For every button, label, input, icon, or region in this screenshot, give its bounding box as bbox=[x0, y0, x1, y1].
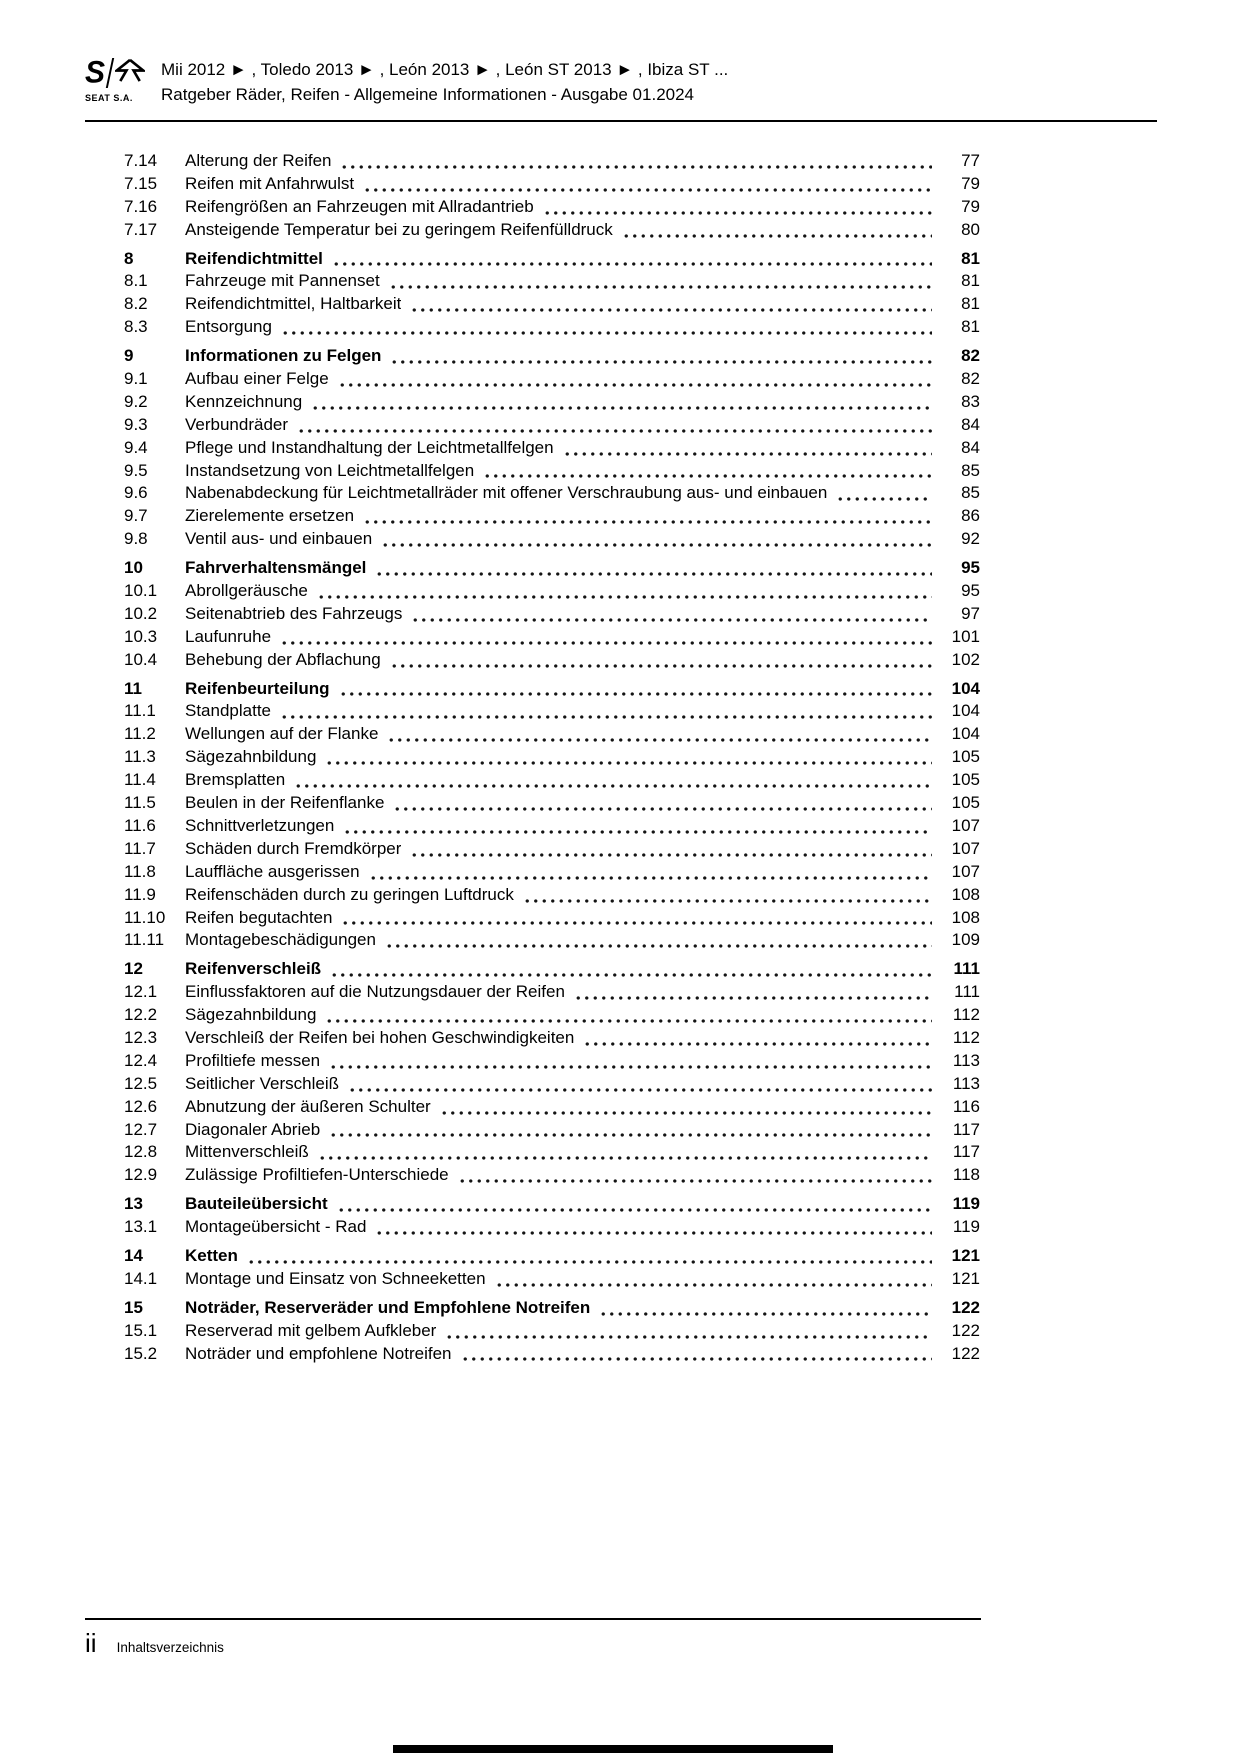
toc-leader-dots bbox=[294, 783, 932, 789]
toc-row[interactable] bbox=[124, 1164, 980, 1187]
toc-entry-title: Sägezahnbildung bbox=[185, 747, 317, 767]
toc-entry-number: 15.2 bbox=[124, 1343, 158, 1363]
toc-entry-number: 11.1 bbox=[124, 701, 156, 721]
toc-entry-number: 7.14 bbox=[124, 151, 158, 170]
toc-entry-number: 11 bbox=[124, 678, 142, 698]
toc-entry-number: 11.8 bbox=[124, 861, 156, 881]
toc-entry-page: 85 bbox=[961, 483, 980, 503]
toc-entry-number: 11.2 bbox=[124, 724, 156, 744]
toc-row[interactable] bbox=[124, 460, 980, 483]
toc-entry-title: Ansteigende Temperatur bei zu geringem Reifenfülldruck bbox=[185, 219, 613, 239]
toc-entry-page: 121 bbox=[951, 1268, 980, 1288]
toc-entry-page: 111 bbox=[953, 959, 980, 979]
toc-entry-title: Wellungen auf der Flanke bbox=[185, 724, 379, 744]
toc-entry-page: 108 bbox=[951, 884, 980, 904]
scan-artifact-bar bbox=[393, 1745, 833, 1753]
toc-row[interactable] bbox=[124, 1050, 980, 1073]
toc-entry-title: Bauteileübersicht bbox=[185, 1194, 328, 1214]
toc-entry-page: 118 bbox=[952, 1165, 980, 1185]
toc-entry-page: 122 bbox=[951, 1297, 980, 1317]
toc-row[interactable] bbox=[124, 907, 980, 930]
toc-row[interactable] bbox=[124, 345, 980, 368]
toc-leader-dots bbox=[622, 233, 932, 239]
toc-row[interactable] bbox=[124, 482, 980, 505]
toc-entry-number: 9.4 bbox=[124, 437, 148, 457]
toc-leader-dots bbox=[390, 663, 932, 669]
toc-entry-page: 104 bbox=[951, 724, 980, 744]
footer-rule bbox=[85, 1618, 981, 1620]
toc-row[interactable] bbox=[124, 391, 980, 414]
toc-entry-number: 10.2 bbox=[124, 603, 158, 623]
toc-leader-dots bbox=[325, 760, 932, 766]
toc-entry-page: 116 bbox=[952, 1096, 980, 1116]
toc-entry-number: 9.8 bbox=[124, 529, 148, 549]
toc-entry-number: 9 bbox=[124, 346, 134, 366]
toc-entry-number: 12.7 bbox=[124, 1119, 158, 1139]
toc-entry-number: 12.1 bbox=[124, 982, 158, 1002]
toc-row[interactable] bbox=[124, 1004, 980, 1027]
toc-entry-title: Instandsetzung von Leichtmetallfelgen bbox=[185, 460, 475, 480]
toc-entry-page: 107 bbox=[951, 861, 980, 881]
toc-leader-dots bbox=[495, 1282, 932, 1288]
toc-leader-dots bbox=[280, 714, 932, 720]
toc-entry-title: Mittenverschleiß bbox=[185, 1142, 309, 1162]
toc-entry-number: 11.9 bbox=[124, 884, 156, 904]
toc-list bbox=[124, 150, 980, 1365]
toc-entry-page: 82 bbox=[961, 369, 980, 389]
toc-leader-dots bbox=[363, 519, 932, 525]
toc-leader-dots bbox=[523, 898, 932, 904]
toc-entry-number: 15.1 bbox=[124, 1320, 158, 1340]
toc-row[interactable] bbox=[124, 196, 980, 219]
toc-leader-dots bbox=[574, 995, 932, 1001]
toc-entry-title: Montage und Einsatz von Schneeketten bbox=[185, 1268, 486, 1288]
toc-entry-title: Montageübersicht - Rad bbox=[185, 1217, 367, 1237]
toc-leader-dots bbox=[483, 473, 932, 479]
toc-entry-title: Reifendichtmittel bbox=[185, 248, 323, 268]
toc-leader-dots bbox=[543, 210, 932, 216]
toc-entry-title: Reifenverschleiß bbox=[185, 959, 322, 979]
toc-leader-dots bbox=[311, 405, 932, 411]
toc-entry-number: 12.2 bbox=[124, 1005, 158, 1025]
toc-leader-dots bbox=[445, 1334, 932, 1340]
toc-entry-page: 79 bbox=[961, 173, 980, 193]
toc-entry-title: Schnittverletzungen bbox=[185, 815, 335, 835]
toc-leader-dots bbox=[329, 1132, 932, 1138]
toc-leader-dots bbox=[410, 852, 932, 858]
toc-entry-title: Verbundräder bbox=[185, 414, 289, 434]
toc-entry-title: Seitenabtrieb des Fahrzeugs bbox=[185, 603, 403, 623]
toc-entry-page: 122 bbox=[951, 1343, 980, 1363]
toc-entry-title: Reifengrößen an Fahrzeugen mit Allradantrieb bbox=[185, 196, 534, 216]
toc-row[interactable] bbox=[124, 769, 980, 792]
toc-entry-page: 102 bbox=[951, 649, 980, 669]
toc-entry-number: 9.5 bbox=[124, 460, 148, 480]
toc-row[interactable] bbox=[124, 929, 980, 952]
toc-row[interactable] bbox=[124, 316, 980, 339]
toc-row[interactable] bbox=[124, 528, 980, 551]
toc-leader-dots bbox=[281, 330, 932, 336]
toc-entry-page: 107 bbox=[951, 815, 980, 835]
toc-entry-page: 119 bbox=[952, 1194, 980, 1214]
toc-entry-number: 14 bbox=[124, 1245, 143, 1265]
toc-entry-number: 11.10 bbox=[124, 907, 166, 927]
toc-leader-dots bbox=[389, 284, 932, 290]
toc-entry-page: 122 bbox=[951, 1320, 980, 1340]
toc-entry-title: Standplatte bbox=[185, 701, 272, 721]
toc-entry-page: 105 bbox=[951, 793, 980, 813]
toc-leader-dots bbox=[390, 359, 932, 365]
toc-entry-number: 13.1 bbox=[124, 1217, 158, 1237]
toc-leader-dots bbox=[599, 1311, 932, 1317]
toc-row[interactable] bbox=[124, 626, 980, 649]
toc-entry-number: 12.6 bbox=[124, 1096, 158, 1116]
toc-row[interactable] bbox=[124, 557, 980, 580]
toc-leader-dots bbox=[375, 1230, 932, 1236]
toc-entry-title: Pflege und Instandhaltung der Leichtmetallfelgen bbox=[185, 437, 554, 457]
toc-entry-number: 12.3 bbox=[124, 1027, 158, 1047]
toc-leader-dots bbox=[332, 261, 932, 267]
toc-entry-title: Diagonaler Abrieb bbox=[185, 1119, 321, 1139]
toc-leader-dots bbox=[385, 943, 932, 949]
toc-leader-dots bbox=[440, 1110, 932, 1116]
toc-entry-title: Fahrverhaltensmängel bbox=[185, 558, 367, 578]
toc-row[interactable] bbox=[124, 368, 980, 391]
toc-leader-dots bbox=[381, 542, 932, 548]
toc-row[interactable] bbox=[124, 1245, 980, 1268]
toc-entry-page: 105 bbox=[951, 747, 980, 767]
toc-entry-title: Reifenbeurteilung bbox=[185, 678, 330, 698]
toc-leader-dots bbox=[317, 594, 932, 600]
toc-entry-title: Fahrzeuge mit Pannenset bbox=[185, 271, 380, 291]
models-line: Mii 2012 ► , Toledo 2013 ► , León 2013 ► , León ST 2013 ► , Ibiza ST ... bbox=[161, 60, 729, 79]
toc-entry-number: 7.17 bbox=[124, 219, 158, 239]
toc-row[interactable] bbox=[124, 414, 980, 437]
toc-leader-dots bbox=[458, 1178, 932, 1184]
brand-name: SEAT S.A. bbox=[85, 93, 133, 103]
toc-leader-dots bbox=[583, 1041, 932, 1047]
toc-entry-title: Profiltiefe messen bbox=[185, 1050, 321, 1070]
toc-leader-dots bbox=[461, 1356, 933, 1362]
toc-entry-title: Ventil aus- und einbauen bbox=[185, 529, 373, 549]
toc-entry-number: 12 bbox=[124, 959, 143, 979]
header-rule bbox=[85, 120, 1157, 122]
toc-row[interactable] bbox=[124, 958, 980, 981]
toc-entry-number: 10.1 bbox=[124, 581, 158, 601]
toc-entry-page: 113 bbox=[952, 1050, 980, 1070]
toc-entry-title: Schäden durch Fremdkörper bbox=[185, 838, 402, 858]
toc-entry-page: 109 bbox=[951, 930, 980, 950]
toc-leader-dots bbox=[339, 691, 932, 697]
toc-row[interactable] bbox=[124, 815, 980, 838]
toc-leader-dots bbox=[341, 920, 932, 926]
toc-entry-title: Verschleiß der Reifen bei hohen Geschwindigkeiten bbox=[185, 1027, 575, 1047]
toc-leader-dots bbox=[330, 972, 932, 978]
header-titles bbox=[151, 56, 728, 105]
toc-entry-title: Bremsplatten bbox=[185, 770, 286, 790]
toc-entry-page: 81 bbox=[961, 248, 980, 268]
toc-leader-dots bbox=[280, 640, 932, 646]
toc-entry-page: 112 bbox=[952, 1005, 980, 1025]
toc-entry-page: 83 bbox=[961, 391, 980, 411]
toc-leader-dots bbox=[411, 617, 932, 623]
toc-entry-page: 104 bbox=[951, 678, 980, 698]
toc-row[interactable] bbox=[124, 723, 980, 746]
toc-entry-title: Montagebeschädigungen bbox=[185, 930, 376, 950]
toc-entry-number: 11.6 bbox=[124, 815, 156, 835]
toc-entry-page: 81 bbox=[961, 294, 980, 314]
toc-entry-title: Reserverad mit gelbem Aufkleber bbox=[185, 1320, 437, 1340]
toc-row[interactable] bbox=[124, 1343, 980, 1366]
toc-entry-title: Zulässige Profiltiefen-Unterschiede bbox=[185, 1165, 449, 1185]
toc-leader-dots bbox=[836, 496, 932, 502]
toc-entry-title: Abnutzung der äußeren Schulter bbox=[185, 1096, 431, 1116]
toc-entry-title: Reifendichtmittel, Haltbarkeit bbox=[185, 294, 402, 314]
toc-row[interactable] bbox=[124, 270, 980, 293]
toc-entry-title: Reifen begutachten bbox=[185, 907, 333, 927]
toc-entry-page: 107 bbox=[951, 838, 980, 858]
toc-row[interactable] bbox=[124, 1320, 980, 1343]
toc-entry-page: 81 bbox=[961, 317, 980, 337]
toc-leader-dots bbox=[410, 307, 932, 313]
toc-row[interactable] bbox=[124, 1073, 980, 1096]
toc-leader-dots bbox=[343, 829, 932, 835]
toc-entry-page: 85 bbox=[961, 460, 980, 480]
toc-entry-title: Abrollgeräusche bbox=[185, 581, 308, 601]
toc-entry-page: 119 bbox=[952, 1217, 980, 1237]
toc-entry-number: 10 bbox=[124, 558, 143, 578]
toc-row[interactable] bbox=[124, 603, 980, 626]
toc-entry-page: 121 bbox=[951, 1245, 980, 1265]
toc-entry-number: 13 bbox=[124, 1194, 143, 1214]
toc-entry-number: 11.4 bbox=[124, 770, 156, 790]
toc-entry-number: 9.2 bbox=[124, 391, 148, 411]
toc-entry-title: Noträder, Reserveräder und Empfohlene Notreifen bbox=[185, 1297, 591, 1317]
toc-entry-title: Entsorgung bbox=[185, 317, 272, 337]
page-number: ii bbox=[85, 1628, 97, 1658]
toc-entry-title: Ketten bbox=[185, 1245, 238, 1265]
toc-entry-number: 12.8 bbox=[124, 1142, 158, 1162]
toc-row[interactable] bbox=[124, 293, 980, 316]
toc-entry-title: Reifenschäden durch zu geringen Luftdruck bbox=[185, 884, 514, 904]
toc-row[interactable] bbox=[124, 1027, 980, 1050]
toc-entry-page: 112 bbox=[952, 1027, 980, 1047]
toc-entry-title: Beulen in der Reifenflanke bbox=[185, 793, 385, 813]
toc-entry-number: 9.1 bbox=[124, 369, 148, 389]
toc-row[interactable] bbox=[124, 580, 980, 603]
toc-entry-number: 7.15 bbox=[124, 173, 158, 193]
brand-block bbox=[85, 56, 151, 103]
toc-entry-number: 7.16 bbox=[124, 196, 158, 216]
toc-entry-title: Laufunruhe bbox=[185, 626, 272, 646]
toc-entry-number: 14.1 bbox=[124, 1268, 158, 1288]
toc-entry-number: 8.2 bbox=[124, 294, 148, 314]
toc-entry-title: Nabenabdeckung für Leichtmetallräder mit offener Verschraubung aus- und einbauen bbox=[185, 483, 828, 503]
toc-entry-number: 9.3 bbox=[124, 414, 148, 434]
toc-entry-title: Alterung der Reifen bbox=[185, 151, 332, 170]
page-header bbox=[85, 56, 1157, 105]
toc-entry-number: 11.3 bbox=[124, 747, 156, 767]
logo-divider bbox=[106, 58, 114, 88]
toc-entry-page: 113 bbox=[952, 1073, 980, 1093]
toc-leader-dots bbox=[375, 571, 932, 577]
toc-leader-dots bbox=[387, 737, 932, 743]
toc-row[interactable] bbox=[124, 700, 980, 723]
toc-entry-number: 11.7 bbox=[124, 838, 156, 858]
toc-row[interactable] bbox=[124, 1141, 980, 1164]
toc-row[interactable] bbox=[124, 1216, 980, 1239]
toc-entry-title: Sägezahnbildung bbox=[185, 1005, 317, 1025]
toc-leader-dots bbox=[247, 1259, 932, 1265]
toc-leader-dots bbox=[369, 875, 932, 881]
toc-entry-page: 81 bbox=[961, 271, 980, 291]
toc-entry-page: 104 bbox=[951, 701, 980, 721]
toc-entry-title: Noträder und empfohlene Notreifen bbox=[185, 1343, 452, 1363]
toc-row[interactable] bbox=[124, 1096, 980, 1119]
toc-row[interactable] bbox=[124, 1268, 980, 1291]
toc-entry-number: 15 bbox=[124, 1297, 143, 1317]
toc-entry-page: 84 bbox=[961, 437, 980, 457]
toc-row[interactable] bbox=[124, 838, 980, 861]
seat-logo-icon: S bbox=[85, 55, 106, 90]
toc-entry-number: 9.6 bbox=[124, 483, 148, 503]
toc-row[interactable] bbox=[124, 173, 980, 196]
toc-entry-number: 12.5 bbox=[124, 1073, 158, 1093]
toc-entry-title: Aufbau einer Felge bbox=[185, 369, 329, 389]
toc-entry-page: 77 bbox=[961, 151, 980, 170]
cupra-logo-icon bbox=[115, 58, 145, 88]
toc-row[interactable] bbox=[124, 981, 980, 1004]
toc-entry-title: Seitlicher Verschleiß bbox=[185, 1073, 340, 1093]
toc-leader-dots bbox=[393, 806, 932, 812]
toc-entry-number: 12.4 bbox=[124, 1050, 158, 1070]
toc-entry-page: 80 bbox=[961, 219, 980, 239]
toc-entry-number: 10.4 bbox=[124, 649, 158, 669]
toc-entry-number: 11.11 bbox=[124, 930, 165, 950]
toc-entry-title: Informationen zu Felgen bbox=[185, 346, 382, 366]
toc-row[interactable] bbox=[124, 649, 980, 672]
toc-row[interactable] bbox=[124, 1119, 980, 1142]
toc-entry-title: Zierelemente ersetzen bbox=[185, 506, 355, 526]
document-title-line: Ratgeber Räder, Reifen - Allgemeine Informationen - Ausgabe 01.2024 bbox=[161, 85, 695, 104]
toc-entry-title: Einflussfaktoren auf die Nutzungsdauer der Reifen bbox=[185, 982, 565, 1002]
toc-entry-page: 117 bbox=[952, 1142, 980, 1162]
toc-leader-dots bbox=[340, 164, 932, 170]
toc-entry-page: 101 bbox=[951, 626, 980, 646]
toc-entry-number: 11.5 bbox=[124, 793, 156, 813]
toc-leader-dots bbox=[363, 187, 932, 193]
footer-section-label: Inhaltsverzeichnis bbox=[116, 1640, 224, 1655]
toc-entry-page: 92 bbox=[961, 529, 980, 549]
toc-entry-page: 84 bbox=[961, 414, 980, 434]
toc-leader-dots bbox=[563, 451, 932, 457]
toc-entry-page: 95 bbox=[961, 558, 980, 578]
toc-entry-number: 10.3 bbox=[124, 626, 158, 646]
toc-row[interactable] bbox=[124, 219, 980, 242]
toc-entry-number: 8.3 bbox=[124, 317, 148, 337]
toc-entry-title: Reifen mit Anfahrwulst bbox=[185, 173, 355, 193]
toc-entry-page: 117 bbox=[952, 1119, 980, 1139]
toc-entry-page: 111 bbox=[954, 982, 980, 1002]
toc-row[interactable] bbox=[124, 437, 980, 460]
toc-row[interactable] bbox=[124, 505, 980, 528]
toc-leader-dots bbox=[318, 1155, 932, 1161]
toc-entry-number: 8 bbox=[124, 248, 134, 268]
toc-entry-title: Lauffläche ausgerissen bbox=[185, 861, 360, 881]
toc-entry-number: 8.1 bbox=[124, 271, 148, 291]
toc-leader-dots bbox=[297, 428, 932, 434]
toc-entry-page: 82 bbox=[961, 346, 980, 366]
toc-row[interactable] bbox=[124, 150, 980, 173]
toc-entry-page: 97 bbox=[961, 603, 980, 623]
toc-leader-dots bbox=[337, 1207, 932, 1213]
toc-entry-page: 105 bbox=[951, 770, 980, 790]
toc-row[interactable] bbox=[124, 248, 980, 271]
page-footer bbox=[85, 1628, 981, 1658]
toc-entry-number: 9.7 bbox=[124, 506, 148, 526]
toc-entry-title: Behebung der Abflachung bbox=[185, 649, 381, 669]
toc-leader-dots bbox=[329, 1064, 932, 1070]
toc-row[interactable] bbox=[124, 861, 980, 884]
toc-leader-dots bbox=[325, 1018, 932, 1024]
toc-row[interactable] bbox=[124, 1193, 980, 1216]
toc-row[interactable] bbox=[124, 884, 980, 907]
toc-row[interactable] bbox=[124, 678, 980, 701]
toc-row[interactable] bbox=[124, 746, 980, 769]
toc-entry-page: 95 bbox=[961, 581, 980, 601]
toc-entry-page: 108 bbox=[951, 907, 980, 927]
brand-logos bbox=[85, 56, 151, 90]
toc-entry-page: 79 bbox=[961, 196, 980, 216]
toc-leader-dots bbox=[348, 1087, 932, 1093]
toc-entry-page: 86 bbox=[961, 506, 980, 526]
toc-entry-title: Kennzeichnung bbox=[185, 391, 303, 411]
toc-entry-number: 12.9 bbox=[124, 1165, 158, 1185]
toc-row[interactable] bbox=[124, 792, 980, 815]
toc-leader-dots bbox=[338, 382, 932, 388]
toc-row[interactable] bbox=[124, 1297, 980, 1320]
